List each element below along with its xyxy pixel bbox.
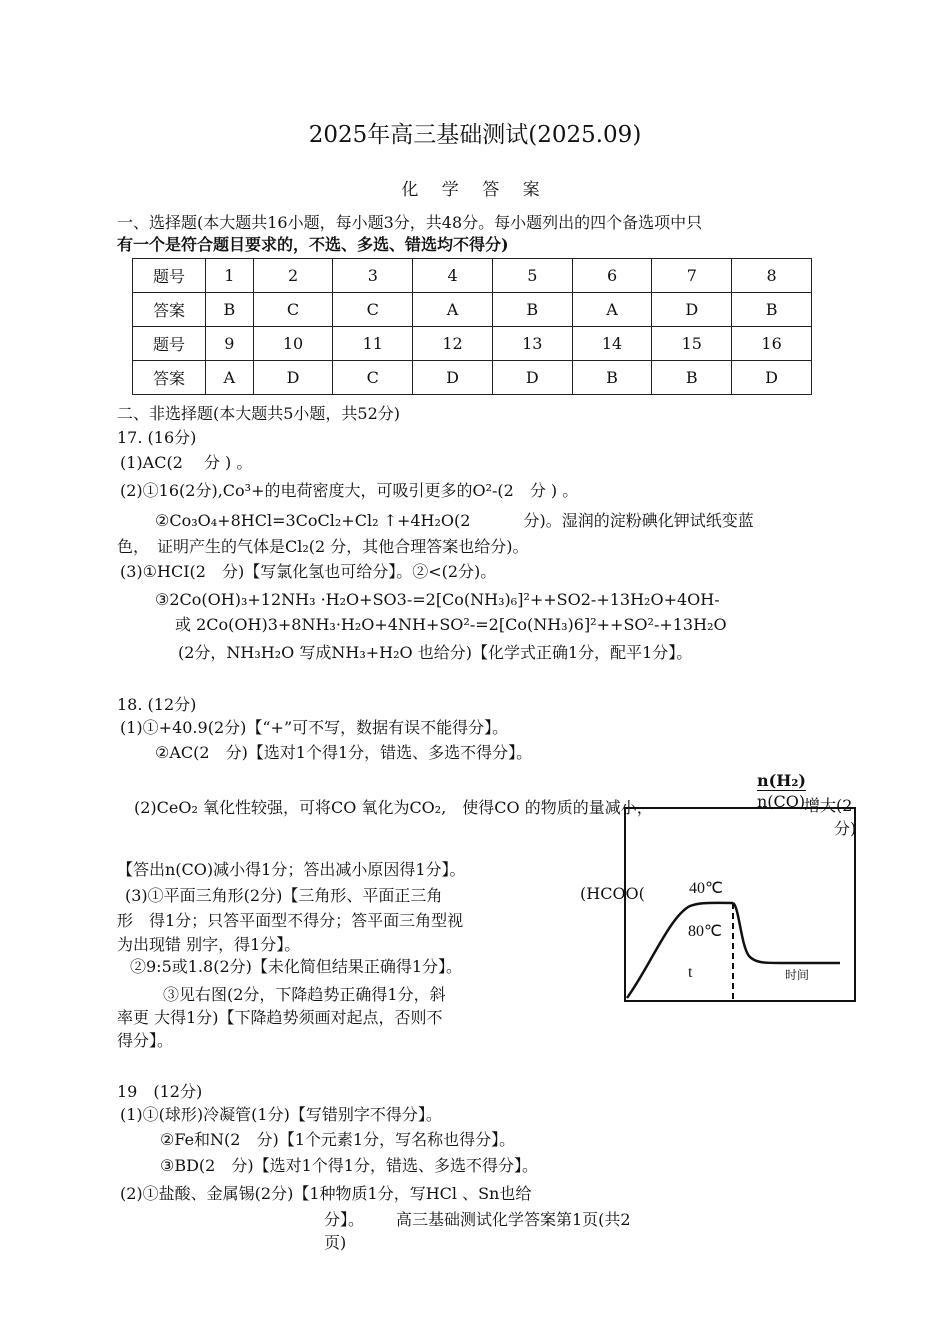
table-cell: B: [492, 293, 572, 327]
table-cell: A: [572, 293, 652, 327]
table-cell: 1: [206, 259, 254, 293]
table-cell: C: [333, 361, 413, 395]
table-cell: A: [206, 361, 254, 395]
table-cell: D: [253, 361, 333, 395]
table-cell: 13: [492, 327, 572, 361]
fraction-denominator: n(CO): [757, 792, 806, 811]
table-cell: D: [413, 361, 493, 395]
table-row: [133, 259, 812, 293]
graph-ylabel: (HCOO(: [580, 884, 645, 903]
row-label: 题号: [133, 327, 206, 361]
concentration-graph: [615, 806, 860, 1006]
q18-line: 形 得1分；只答平面型不得分；答平面三角型视: [117, 911, 464, 930]
table-cell: B: [572, 361, 652, 395]
curve-40c: [627, 903, 733, 998]
table-row: [133, 293, 812, 327]
table-cell: 4: [413, 259, 493, 293]
q17-line: 或 2Co(OH)3+8NH₃·H₂O+4NH+SO²-=2[Co(NH₃)6]²++SO²-+13H₂O: [175, 615, 727, 634]
fraction-numerator: n(H₂): [757, 771, 806, 790]
table-cell: 3: [333, 259, 413, 293]
q18-line: (2)CeO₂ 氧化性较强，可将CO 氧化为CO₂, 使得CO 的物质的量减小，: [134, 798, 653, 817]
q18-line: 【答出n(CO)减小得1分；答出减小原因得1分】。: [117, 860, 466, 879]
q17-title: 17. (16分): [117, 428, 197, 447]
q18-line: ②9:5或1.8(2分)【未化简但结果正确得1分】。: [130, 957, 463, 976]
graph-xlabel: 时间: [785, 968, 810, 982]
graph-frame: [625, 808, 855, 1001]
table-cell: 2: [253, 259, 333, 293]
table-cell: 15: [652, 327, 732, 361]
page-subtitle: 化 学 答 案: [401, 180, 549, 200]
q19-line: 分】。: [324, 1210, 365, 1229]
section1-heading-line1: 一、选择题(本大题共16小题，每小题3分，共48分。每小题列出的四个备选项中只: [117, 213, 703, 232]
table-cell: 8: [732, 259, 812, 293]
table-cell: D: [652, 293, 732, 327]
q18-line: 得分】。: [117, 1031, 174, 1050]
q17-line: (2分，NH₃H₂O 写成NH₃+H₂O 也给分)【化学式正确1分，配平1分】。: [178, 643, 693, 662]
q19-title: 19 (12分): [117, 1082, 203, 1101]
q18-line: 率更 大得1分)【下降趋势须画对起点，否则不: [117, 1008, 443, 1027]
q17-line: (1)AC(2 分 ) 。: [120, 453, 253, 472]
label-40c: 40℃: [689, 880, 723, 897]
table-cell: 7: [652, 259, 732, 293]
table-cell: C: [333, 293, 413, 327]
answer-table: [132, 258, 812, 395]
q18-line: 增大(2: [804, 796, 853, 815]
q19-line: ③BD(2 分)【选对1个得1分，错选、多选不得分】。: [160, 1156, 538, 1175]
page-title: 2025年高三基础测试(2025.09): [308, 122, 642, 148]
q18-line: (3)①平面三角形(2分)【三角形、平面正三角: [125, 886, 443, 905]
table-row: [133, 327, 812, 361]
page-footer-cont: 页): [324, 1233, 347, 1252]
q17-line: (3)①HCI(2 分)【写氯化氢也可给分】。②<(2分)。: [120, 562, 497, 581]
q19-line: (2)①盐酸、金属锡(2分)【1种物质1分，写HCl 、Sn也给: [120, 1184, 532, 1203]
q18-line: 为出现错 别字，得1分】。: [117, 935, 301, 954]
table-cell: 10: [253, 327, 333, 361]
q18-line: ③见右图(2分，下降趋势正确得1分，斜: [163, 985, 446, 1004]
label-80c: 80℃: [688, 923, 722, 940]
row-label: 题号: [133, 259, 206, 293]
q18-title: 18. (12分): [117, 695, 197, 714]
table-cell: B: [206, 293, 254, 327]
q18-line: 分): [834, 819, 857, 838]
q17-line: (2)①16(2分),Co³+的电荷密度大，可吸引更多的O²-(2 分 ) 。: [120, 481, 579, 500]
q17-line: 色， 证明产生的气体是Cl₂(2 分，其他合理答案也给分)。: [117, 537, 529, 556]
section2-heading: 二、非选择题(本大题共5小题，共52分): [117, 404, 401, 423]
table-cell: D: [492, 361, 572, 395]
label-t: t: [688, 964, 693, 981]
row-label: 答案: [133, 293, 206, 327]
table-row: [133, 361, 812, 395]
q19-line: (1)①(球形)冷凝管(1分)【写错别字不得分】。: [120, 1105, 442, 1124]
page-footer: 高三基础测试化学答案第1页(共2: [396, 1210, 631, 1229]
table-cell: 6: [572, 259, 652, 293]
curve-80c: [733, 903, 840, 963]
section1-heading-line2: 有一个是符合题目要求的，不选、多选、错选均不得分): [117, 235, 509, 254]
table-cell: 14: [572, 327, 652, 361]
table-cell: D: [732, 361, 812, 395]
q19-line: ②Fe和N(2 分)【1个元素1分，写名称也得分】。: [160, 1130, 516, 1149]
q17-line: ②Co₃O₄+8HCl=3CoCl₂+Cl₂ ↑+4H₂O(2 分)。湿润的淀粉碘化钾试纸变蓝: [155, 511, 754, 530]
table-cell: 9: [206, 327, 254, 361]
q17-line: ③2Co(OH)₃+12NH₃ ·H₂O+SO3-=2[Co(NH₃)₆]²++SO2-+13H₂O+4OH-: [155, 590, 720, 609]
q18-line: ②AC(2 分)【选对1个得1分，错选、多选不得分】。: [155, 743, 533, 762]
table-cell: 11: [333, 327, 413, 361]
table-cell: B: [652, 361, 732, 395]
table-cell: 12: [413, 327, 493, 361]
table-cell: 5: [492, 259, 572, 293]
table-cell: C: [253, 293, 333, 327]
table-cell: 16: [732, 327, 812, 361]
table-cell: B: [732, 293, 812, 327]
row-label: 答案: [133, 361, 206, 395]
q18-line: (1)①+40.9(2分)【“+”可不写，数据有误不能得分】。: [120, 718, 509, 737]
table-cell: A: [413, 293, 493, 327]
